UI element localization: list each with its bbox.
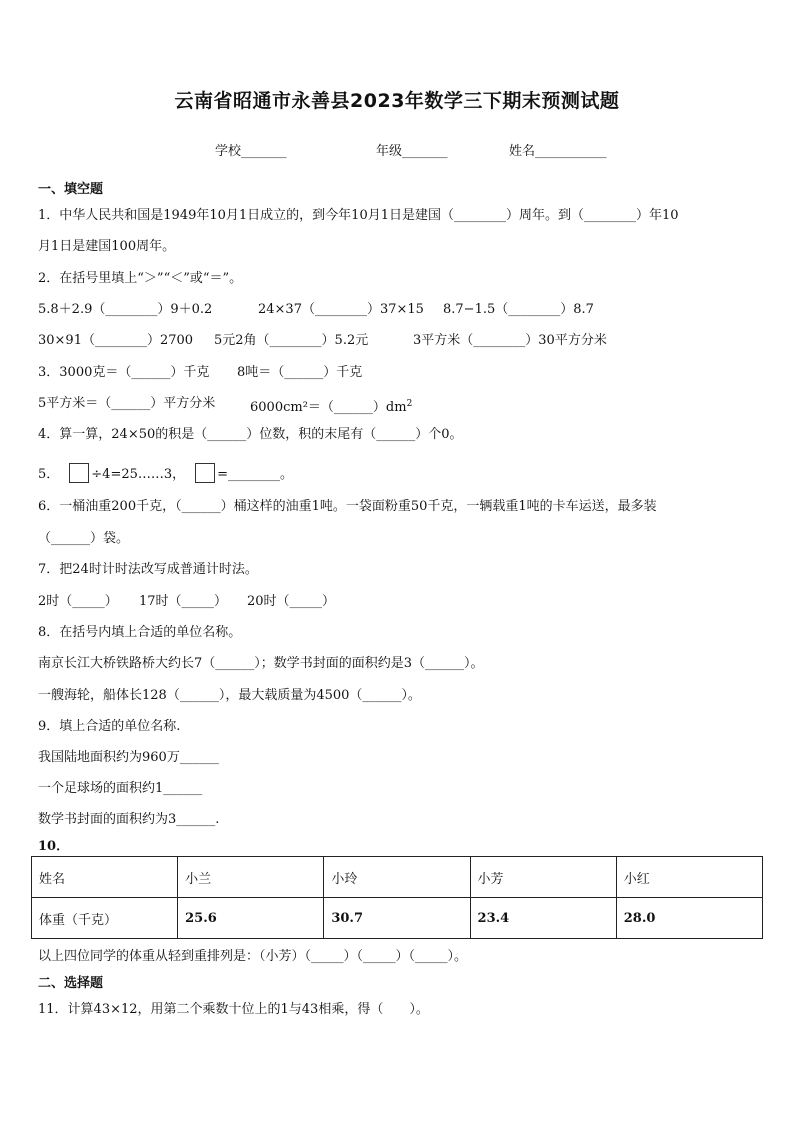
q6-line2: （______）袋。 [38, 531, 130, 546]
table-cell: 23.4 [470, 898, 616, 939]
table-header-cell: 小玲 [324, 857, 470, 898]
q8-line2: 一艘海轮，船体长128（______），最大载质量为4500（______）。 [38, 688, 421, 703]
q6-line1: 6．一桶油重200千克，（______）桶这样的油重1吨。一袋面粉重50千克，一辆载重1吨的卡车运送，最多装 [38, 499, 657, 514]
q3-item-2: 8吨＝（______）千克 [237, 365, 363, 380]
q8-line1: 南京长江大桥铁路桥大约长7（______）；数学书封面的面积约是3（______）。 [38, 656, 484, 671]
q2-prompt: 2．在括号里填上“＞”“＜”或“＝”。 [38, 271, 243, 286]
q1-line1: 1．中华人民共和国是1949年10月1日成立的，到今年10月1日是建国（________）周年。到（________）年10 [38, 208, 679, 223]
q7-item-2: 17时（_____） [139, 594, 228, 609]
table-header-cell: 小红 [616, 857, 762, 898]
q2-item-5: 5元2角（________）5.2元 [214, 333, 369, 348]
table-row [32, 898, 763, 939]
q4-line: 4．算一算，24×50的积是（______）位数，积的末尾有（______）个0。 [38, 427, 463, 442]
grade-field[interactable]: 年级_______ [376, 144, 448, 159]
q3-item-4-text: 6000cm²＝（______）dm [250, 400, 407, 415]
q8-prompt: 8．在括号内填上合适的单位名称。 [38, 625, 242, 640]
q10-number: 10． [38, 839, 70, 854]
section-heading-fill-blank: 一、填空题 [38, 182, 104, 197]
table-cell: 30.7 [324, 898, 470, 939]
q5-line [38, 463, 293, 484]
table-row [32, 857, 763, 898]
page-title: 云南省昭通市永善县2023年数学三下期末预测试题 [174, 90, 620, 112]
dividend-box[interactable] [69, 463, 89, 483]
table-header-cell: 姓名 [32, 857, 178, 898]
q10-after: 以上四位同学的体重从轻到重排列是：（小芳）（_____）（_____）（_____）。 [38, 949, 468, 964]
q3-item-1: 3．3000克＝（______）千克 [38, 365, 210, 380]
q5-text-2: =________。 [217, 467, 294, 482]
table-cell: 28.0 [616, 898, 762, 939]
q2-item-6: 3平方米（________）30平方分米 [413, 333, 607, 348]
q9-line1: 我国陆地面积约为960万______ [38, 750, 219, 765]
q2-item-4: 30×91（________）2700 [38, 333, 194, 348]
weight-table [31, 856, 763, 939]
q5-text-1: ÷4=25……3， [91, 467, 186, 482]
q5-number: 5． [38, 467, 60, 482]
q2-item-3: 8.7−1.5（________）8.7 [443, 302, 594, 317]
q7-prompt: 7．把24时计时法改写成普通计时法。 [38, 562, 258, 577]
answer-box[interactable] [195, 463, 215, 483]
q11-line: 11．计算43×12，用第二个乘数十位上的1与43相乘，得（ ）。 [38, 1002, 429, 1017]
table-cell: 体重（千克） [32, 898, 178, 939]
q7-item-3: 20时（_____） [247, 594, 336, 609]
table-header-cell: 小芳 [470, 857, 616, 898]
q3-item-4 [250, 395, 412, 417]
q3-item-4-superscript: 2 [406, 399, 413, 409]
school-field[interactable]: 学校_______ [215, 144, 287, 159]
q7-item-1: 2时（_____） [38, 594, 118, 609]
q9-line2: 一个足球场的面积约1______ [38, 781, 203, 796]
q3-item-3: 5平方米＝（______）平方分米 [38, 396, 216, 411]
student-info [0, 140, 794, 160]
name-field[interactable]: 姓名___________ [509, 144, 607, 159]
table-cell: 25.6 [178, 898, 324, 939]
q9-line3: 数学书封面的面积约为3______. [38, 812, 220, 827]
q1-line2: 月1日是建国100周年。 [38, 239, 176, 254]
q2-item-1: 5.8＋2.9（________）9＋0.2 [38, 302, 213, 317]
q2-item-2: 24×37（________）37×15 [258, 302, 424, 317]
table-header-cell: 小兰 [178, 857, 324, 898]
section-heading-choice: 二、选择题 [38, 976, 104, 991]
q9-prompt: 9．填上合适的单位名称. [38, 719, 181, 734]
